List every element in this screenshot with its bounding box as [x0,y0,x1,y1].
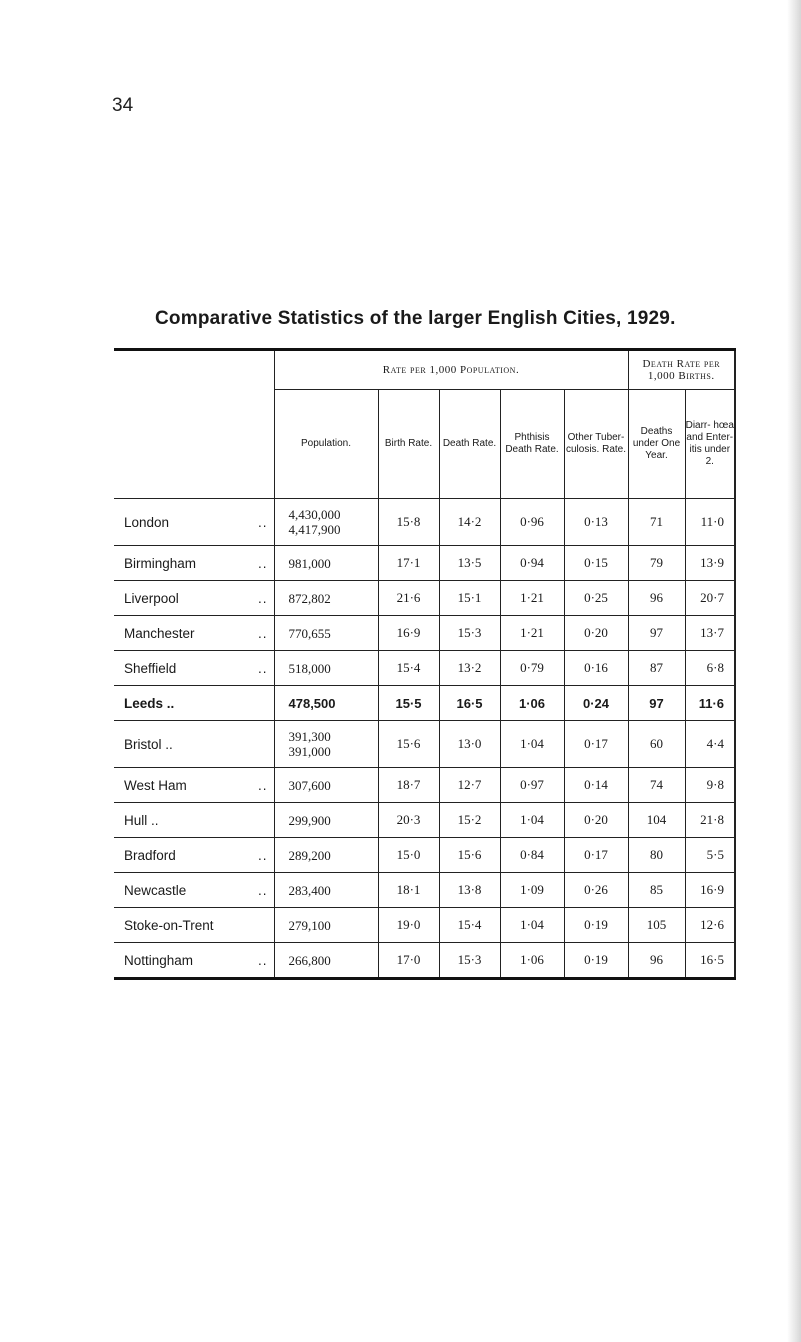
page-title: Comparative Statistics of the larger English Cities, 1929. [155,308,676,329]
death-rate-cell: 15·3 [439,616,500,651]
population-value: 283,400 [288,882,331,898]
city-name: Stoke-on-Trent [124,917,214,933]
population-cell [274,499,378,546]
diarrhoea-cell: 5·5 [685,838,735,873]
deaths-under-one-cell: 87 [628,651,685,686]
diarrhoea-cell: 11·0 [685,499,735,546]
death-rate-cell: 13·2 [439,651,500,686]
deaths-under-one-cell: 60 [628,721,685,768]
phthisis-cell: 1·04 [500,721,564,768]
phthisis-cell: 1·21 [500,616,564,651]
population-value: 279,100 [288,917,331,933]
death-rate-per-births-header: Death Rate per 1,000 Births. [628,350,735,390]
city-name: Manchester [124,625,195,641]
deaths-under-one-cell: 97 [628,686,685,721]
column-header-death-rate: Death Rate. [439,390,500,499]
phthisis-cell: 0·79 [500,651,564,686]
phthisis-cell: 1·09 [500,873,564,908]
population-value: 981,000 [288,555,331,571]
population-value: 770,655 [288,625,331,641]
column-header-deaths-under-one: Deaths under One Year. [628,390,685,499]
table-row [114,616,735,651]
column-header-other-tuberculosis: Other Tuber- culosis. Rate. [564,390,628,499]
table-row [114,499,735,546]
other-tuberculosis-cell: 0·19 [564,943,628,979]
diarrhoea-cell: 13·9 [685,546,735,581]
diarrhoea-cell: 11·6 [685,686,735,721]
city-name: Bristol .. [124,736,173,752]
population-cell [274,768,378,803]
column-header-phthisis: Phthisis Death Rate. [500,390,564,499]
population-value: 289,200 [288,847,331,863]
deaths-under-one-cell: 85 [628,873,685,908]
birth-rate-cell: 21·6 [378,581,439,616]
birth-rate-cell: 18·1 [378,873,439,908]
other-tuberculosis-cell: 0·17 [564,721,628,768]
death-rate-cell: 15·2 [439,803,500,838]
other-tuberculosis-cell: 0·15 [564,546,628,581]
leader-dots: .. [257,514,268,530]
population-value: 4,430,000 [288,507,341,522]
city-name: Leeds .. [124,695,175,711]
other-tuberculosis-cell: 0·16 [564,651,628,686]
leader-dots: .. [257,882,268,898]
diarrhoea-cell: 16·9 [685,873,735,908]
other-tuberculosis-cell: 0·24 [564,686,628,721]
phthisis-cell: 0·96 [500,499,564,546]
leader-dots: .. [257,555,268,571]
city-cell [114,499,274,546]
leader-dots: .. [257,952,268,968]
other-tuberculosis-cell: 0·25 [564,581,628,616]
phthisis-cell: 1·04 [500,908,564,943]
city-column-header [114,350,274,499]
diarrhoea-cell: 4·4 [685,721,735,768]
city-name: Birmingham [124,555,197,571]
city-cell [114,803,274,838]
page-edge-shadow [787,0,801,1342]
diarrhoea-cell: 12·6 [685,908,735,943]
population-alt-value: 391,000 [288,744,331,759]
birth-rate-cell: 20·3 [378,803,439,838]
city-name: London [124,514,170,530]
population-alt-value: 4,417,900 [288,522,341,537]
city-cell [114,768,274,803]
table-row [114,686,735,721]
table-body [114,499,735,979]
table-row [114,873,735,908]
population-cell [274,721,378,768]
population-cell [274,546,378,581]
population-cell [274,651,378,686]
phthisis-cell: 1·06 [500,686,564,721]
phthisis-cell: 0·94 [500,546,564,581]
population-value: 478,500 [288,695,336,711]
population-cell [274,686,378,721]
phthisis-cell: 1·04 [500,803,564,838]
group-header-row [114,350,735,390]
city-name: Nottingham [124,952,194,968]
population-cell [274,838,378,873]
other-tuberculosis-cell: 0·17 [564,838,628,873]
city-name: Sheffield [124,660,177,676]
diarrhoea-cell: 21·8 [685,803,735,838]
death-rate-cell: 14·2 [439,499,500,546]
birth-rate-cell: 18·7 [378,768,439,803]
other-tuberculosis-cell: 0·13 [564,499,628,546]
population-cell [274,873,378,908]
death-rate-cell: 13·0 [439,721,500,768]
other-tuberculosis-cell: 0·20 [564,803,628,838]
birth-rate-cell: 19·0 [378,908,439,943]
column-header-population: Population. [274,390,378,499]
population-cell [274,943,378,979]
city-cell [114,838,274,873]
phthisis-cell: 0·97 [500,768,564,803]
birth-rate-cell: 15·8 [378,499,439,546]
leader-dots: .. [257,847,268,863]
population-cell [274,803,378,838]
population-value: 872,802 [288,590,331,606]
diarrhoea-cell: 9·8 [685,768,735,803]
population-cell [274,908,378,943]
table-row [114,838,735,873]
city-cell [114,546,274,581]
other-tuberculosis-cell: 0·20 [564,616,628,651]
population-value: 307,600 [288,777,331,793]
death-rate-cell: 13·8 [439,873,500,908]
death-rate-cell: 15·6 [439,838,500,873]
birth-rate-cell: 15·4 [378,651,439,686]
birth-rate-cell: 15·5 [378,686,439,721]
death-rate-cell: 15·4 [439,908,500,943]
city-name: Newcastle [124,882,187,898]
deaths-under-one-cell: 71 [628,499,685,546]
page-number: 34 [112,95,134,116]
city-cell [114,943,274,979]
diarrhoea-cell: 16·5 [685,943,735,979]
leader-dots: .. [257,590,268,606]
city-name: Hull .. [124,812,159,828]
city-cell [114,908,274,943]
city-cell [114,686,274,721]
birth-rate-cell: 16·9 [378,616,439,651]
city-cell [114,616,274,651]
other-tuberculosis-cell: 0·26 [564,873,628,908]
death-rate-cell: 15·3 [439,943,500,979]
phthisis-cell: 0·84 [500,838,564,873]
column-header-diarrhoea: Diarr- hœa and Enter- itis under 2. [685,390,735,499]
diarrhoea-cell: 6·8 [685,651,735,686]
death-rate-cell: 16·5 [439,686,500,721]
table-row [114,546,735,581]
city-cell [114,721,274,768]
death-rate-cell: 13·5 [439,546,500,581]
death-rate-cell: 15·1 [439,581,500,616]
city-name: West Ham [124,777,187,793]
city-cell [114,651,274,686]
city-cell [114,873,274,908]
population-value: 266,800 [288,952,331,968]
birth-rate-cell: 15·0 [378,838,439,873]
leader-dots: .. [257,660,268,676]
population-value: 518,000 [288,660,331,676]
diarrhoea-cell: 13·7 [685,616,735,651]
deaths-under-one-cell: 79 [628,546,685,581]
population-cell [274,616,378,651]
other-tuberculosis-cell: 0·14 [564,768,628,803]
population-value: 391,300 [288,729,331,744]
deaths-under-one-cell: 96 [628,581,685,616]
population-value: 299,900 [288,812,331,828]
deaths-under-one-cell: 96 [628,943,685,979]
table-row [114,721,735,768]
city-cell [114,581,274,616]
deaths-under-one-cell: 104 [628,803,685,838]
city-name: Liverpool [124,590,179,606]
table-row [114,768,735,803]
birth-rate-cell: 15·6 [378,721,439,768]
deaths-under-one-cell: 80 [628,838,685,873]
population-cell [274,581,378,616]
phthisis-cell: 1·06 [500,943,564,979]
table-row [114,908,735,943]
table-row [114,943,735,979]
birth-rate-cell: 17·1 [378,546,439,581]
birth-rate-cell: 17·0 [378,943,439,979]
deaths-under-one-cell: 105 [628,908,685,943]
table-row [114,803,735,838]
phthisis-cell: 1·21 [500,581,564,616]
rate-per-population-header: Rate per 1,000 Population. [274,350,628,390]
deaths-under-one-cell: 97 [628,616,685,651]
table-row [114,651,735,686]
city-name: Bradford [124,847,176,863]
statistics-table [114,348,736,980]
death-rate-cell: 12·7 [439,768,500,803]
other-tuberculosis-cell: 0·19 [564,908,628,943]
leader-dots: .. [257,777,268,793]
column-header-birth-rate: Birth Rate. [378,390,439,499]
deaths-under-one-cell: 74 [628,768,685,803]
table-row [114,581,735,616]
diarrhoea-cell: 20·7 [685,581,735,616]
leader-dots: .. [257,625,268,641]
